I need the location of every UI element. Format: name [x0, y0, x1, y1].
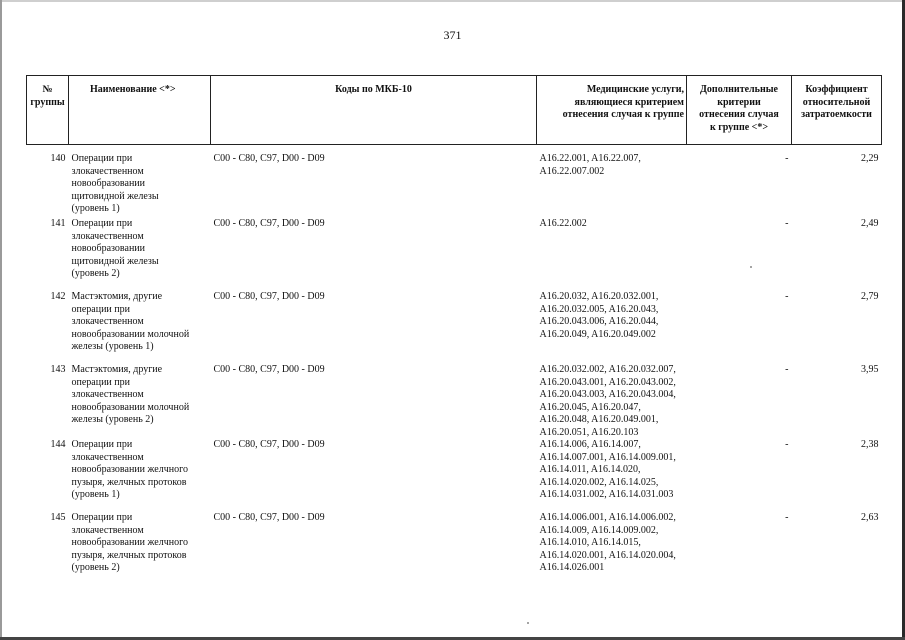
medical-services: A16.14.006, A16.14.007, A16.14.007.001, A16.14.009.001, A16.14.011, A16.14.020, A16.14.020.002, A16.14.025, A16.14.031.002, A16.14.031.003: [539, 439, 676, 500]
additional-criteria: -: [785, 153, 789, 164]
header-name-text: Наименование <*>: [90, 84, 176, 95]
group-number: 141: [50, 218, 66, 229]
group-name: Операции при злокачественном новообразовании желчного пузыря, желчных протоков (уровень 2): [71, 512, 188, 573]
table-row: [27, 218, 882, 291]
table-row: [27, 291, 882, 364]
table-row: [27, 512, 882, 585]
medical-services: A16.22.002: [539, 218, 587, 229]
medical-services: A16.14.006.001, A16.14.006.002, A16.14.009, A16.14.009.002, A16.14.010, A16.14.015, A16.14.020.001, A16.14.020.004, A16.14.026.001: [539, 512, 676, 573]
additional-criteria: -: [785, 439, 789, 450]
medical-services: A16.20.032.002, A16.20.032.007, A16.20.043.001, A16.20.043.002, A16.20.043.003, A16.20.043.004, A16.20.045, A16.20.047, A16.20.048, A16.20.049.001, A16.20.051, A16.20.103: [539, 364, 676, 438]
group-number: 145: [50, 512, 66, 523]
header-icd-codes: [211, 76, 537, 145]
group-name: Мастэктомия, другие операции при злокачественном новообразовании молочной железы (уровень 1): [71, 291, 190, 352]
header-medical-services: [537, 76, 687, 145]
header-medical-services-text: Медицинские услуги, являющиеся критерием отнесения случая к группе: [562, 84, 684, 120]
header-additional-criteria-text: Дополнительные критерии отнесения случая к группе <*>: [699, 84, 779, 133]
cost-coefficient: 3,95: [861, 364, 879, 375]
drg-groups-table: [26, 75, 882, 585]
header-coefficient-text: Коэффициент относительной затратоемкости: [801, 84, 872, 120]
additional-criteria: -: [785, 364, 789, 375]
cost-coefficient: 2,49: [861, 218, 879, 229]
group-number: 140: [50, 153, 66, 164]
group-number: 142: [50, 291, 66, 302]
header-name: [69, 76, 211, 145]
additional-criteria: -: [785, 218, 789, 229]
medical-services: A16.20.032, A16.20.032.001, A16.20.032.005, A16.20.043, A16.20.043.006, A16.20.044, A16.20.049, A16.20.049.002: [539, 291, 659, 340]
header-group-number-text: № группы: [30, 84, 65, 108]
table-body: [27, 145, 882, 586]
scan-edge-top: [0, 0, 905, 2]
medical-services: A16.22.001, A16.22.007, A16.22.007.002: [539, 153, 641, 177]
icd-codes: C00 - C80, C97, D00 - D09: [213, 153, 325, 164]
cost-coefficient: 2,63: [861, 512, 879, 523]
scan-speck: [527, 622, 529, 624]
header-group-number: [27, 76, 69, 145]
group-name: Операции при злокачественном новообразовании щитовидной железы (уровень 2): [71, 218, 159, 279]
icd-codes: C00 - C80, C97, D00 - D09: [213, 439, 325, 450]
page-number: 371: [443, 28, 462, 42]
table-header: [27, 76, 882, 145]
header-row: [27, 76, 882, 145]
cost-coefficient: 2,29: [861, 153, 879, 164]
table-row: [27, 145, 882, 219]
table-row: [27, 364, 882, 439]
header-additional-criteria: [687, 76, 792, 145]
icd-codes: C00 - C80, C97, D00 - D09: [213, 364, 325, 375]
group-name: Операции при злокачественном новообразовании желчного пузыря, желчных протоков (уровень 1): [71, 439, 188, 500]
cost-coefficient: 2,79: [861, 291, 879, 302]
icd-codes: C00 - C80, C97, D00 - D09: [213, 291, 325, 302]
header-icd-codes-text: Коды по МКБ-10: [335, 84, 412, 95]
additional-criteria: -: [785, 512, 789, 523]
cost-coefficient: 2,38: [861, 439, 879, 450]
group-name: Операции при злокачественном новообразовании щитовидной железы (уровень 1): [71, 153, 159, 214]
table-row: [27, 439, 882, 512]
scan-edge-left: [0, 0, 2, 640]
group-number: 144: [50, 439, 66, 450]
group-name: Мастэктомия, другие операции при злокачественном новообразовании молочной железы (уровень 2): [71, 364, 190, 425]
header-coefficient: [792, 76, 882, 145]
group-number: 143: [50, 364, 66, 375]
additional-criteria: -: [785, 291, 789, 302]
icd-codes: C00 - C80, C97, D00 - D09: [213, 218, 325, 229]
icd-codes: C00 - C80, C97, D00 - D09: [213, 512, 325, 523]
